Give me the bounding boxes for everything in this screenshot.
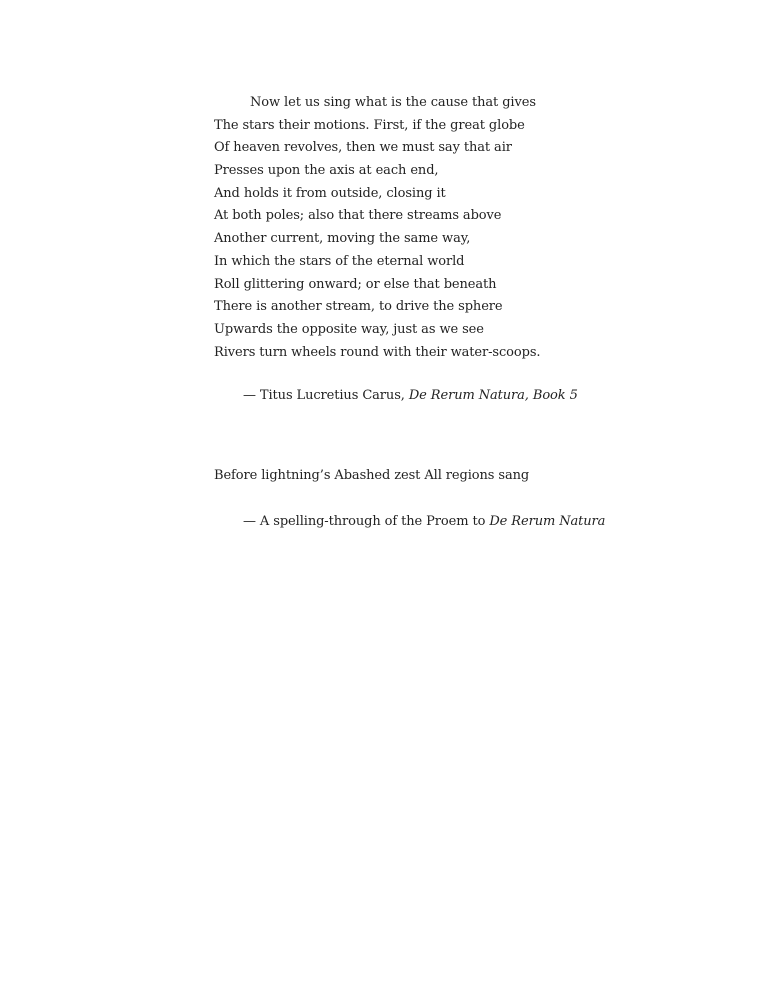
poem-line: Another current, moving the same way, [214,231,471,247]
attribution-work-title: De Rerum Natura, Book 5 [408,388,578,403]
poem-line: In which the stars of the eternal world [214,253,465,269]
poem-line: And holds it from outside, closing it [214,185,446,201]
poem-line: At both poles; also that there streams above [214,208,502,224]
attribution-author: — Titus Lucretius Carus, [243,388,409,403]
poem-line: Rivers turn wheels round with their water-scoops. [214,344,541,360]
poem-line: Of heaven revolves, then we must say that air [214,140,512,156]
poem-stanza [214,92,540,364]
poem-line: Now let us sing what is the cause that gives [250,95,536,110]
poem-line: Upwards the opposite way, just as we see [214,321,484,337]
poem-line: There is another stream, to drive the sphere [214,299,503,315]
poem-attribution [243,387,578,405]
attribution-description: — A spelling-through of the Proem to [243,514,490,529]
mnemonic-line: Before lightning’s Abashed zest All regions sang [214,468,530,483]
poem-line: Roll glittering onward; or else that beneath [214,276,497,292]
mnemonic-attribution [243,513,605,531]
poem-line: Presses upon the axis at each end, [214,163,439,179]
poem-line: The stars their motions. First, if the great globe [214,117,525,133]
attribution-work-title: De Rerum Natura [489,514,606,529]
